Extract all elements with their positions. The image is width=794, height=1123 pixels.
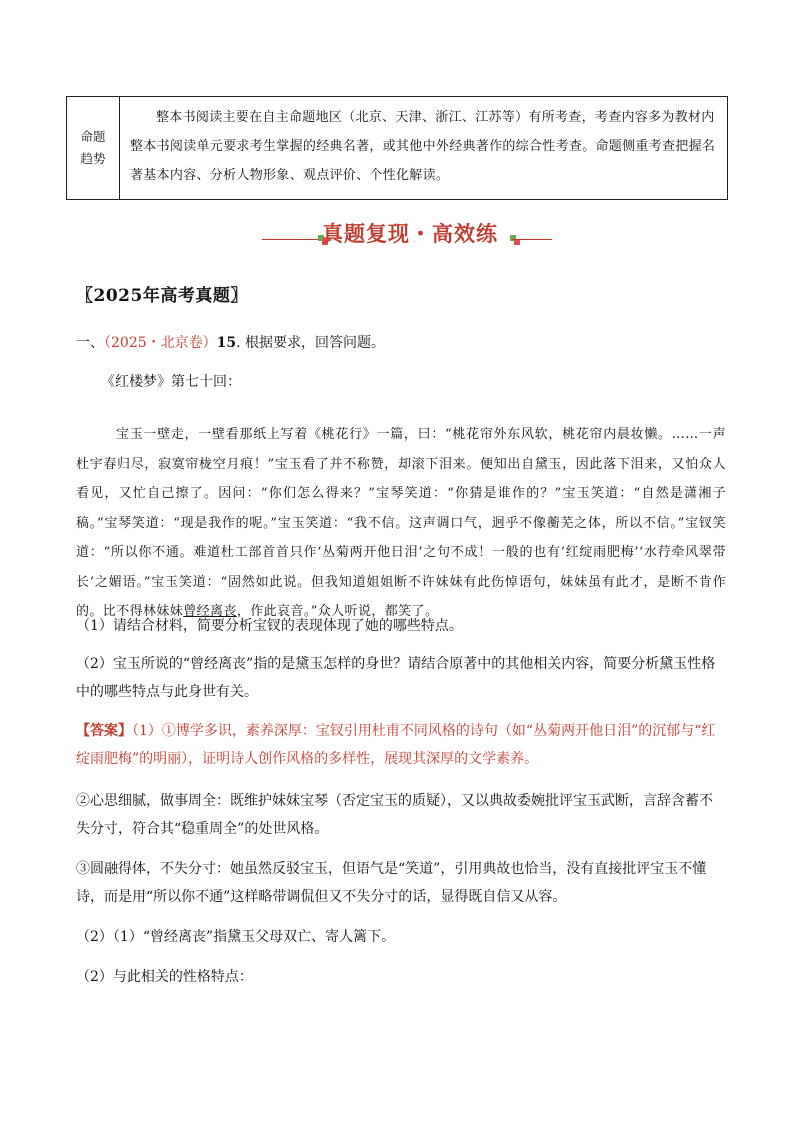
sub-question-2: （2）宝玉所说的“曾经离丧”指的是黛玉怎样的身世？请结合原著中的其他相关内容，简要分析黛玉性格中的哪些特点与此身世有关。 <box>76 656 716 700</box>
answer-2-part-1: （2）（1）“曾经离丧”指黛玉父母双亡、寄人篱下。 <box>76 929 396 945</box>
question-line <box>76 329 726 357</box>
answer-1-point-1-text: ①博学多识，素养深厚：宝钗引用杜甫不同风格的诗句（如“丛菊两开他日泪”的沉郁与“红绽雨肥梅”的明丽），证明诗人创作风格的多样性，展现其深厚的文学素养。 <box>76 723 716 767</box>
section-heading: 〖2025年高考真题〗 <box>76 286 248 306</box>
passage-end: ，作此哀音。”众人听说，都笑了。 <box>236 604 439 619</box>
question-instruction: . 根据要求，回答问题。 <box>236 335 386 351</box>
answer-label: 【答案】 <box>76 723 132 739</box>
question-prefix: 一、 <box>76 335 104 351</box>
answer-1-point-3: ③圆融得体，不失分寸：她虽然反驳宝玉，但语气是“笑道”，引用典故也恰当，没有直接批评宝玉不懂诗，而是用“所以你不通”这样略带调侃但又不失分寸的话，显得既自信又从容。 <box>76 861 707 905</box>
answer-1-prefix: （1） <box>132 723 162 739</box>
trend-label-line2: 趋势 <box>80 151 106 166</box>
trend-label-line1: 命题 <box>80 129 106 144</box>
passage <box>76 420 726 627</box>
book-title: 《红楼梦》第七十回： <box>101 374 241 390</box>
question-source: （2025・北京卷） <box>104 335 217 351</box>
trend-table <box>66 96 728 200</box>
banner-title: 真题复现・高效练 <box>322 222 498 246</box>
answer-1-point-2: ②心思细腻，做事周全：既维护妹妹宝琴（否定宝玉的质疑），又以典故委婉批评宝玉武断，言辞含蓄不失分寸，符合其“稳重周全”的处世风格。 <box>76 793 713 837</box>
banner-right-line <box>512 239 552 240</box>
trend-label <box>67 97 120 199</box>
sub-question-1: （1）请结合材料，简要分析宝钗的表现体现了她的哪些特点。 <box>76 618 463 634</box>
passage-underlined: 曾经离丧 <box>183 604 237 619</box>
answer-1-point-1 <box>76 717 726 773</box>
answer-2-part-2: （2）与此相关的性格特点： <box>76 969 253 985</box>
trend-text: 整本书阅读主要在自主命题地区（北京、天津、浙江、江苏等）有所考查，考查内容多为教材内整本书阅读单元要求考生掌握的经典名著，或其他中外经典著作的综合性考查。命题侧重考查把握名著基本内容、分析人物形象、观点评价、个性化解读。 <box>130 110 716 183</box>
section-banner <box>262 212 552 252</box>
question-number: 15 <box>216 335 237 351</box>
passage-text: 宝玉一壁走，一壁看那纸上写着《桃花行》一篇，曰：“桃花帘外东风软，桃花帘内晨妆懒。……一声杜宇春归尽，寂寞帘栊空月痕！”宝玉看了并不称赞，却滚下泪来。便知出自黛玉，因此落下泪来，又怕众人看见，又忙自己擦了。因问：“你们怎么得来？”宝琴笑道：“你猜是谁作的？”宝玉笑道：“自然是潇湘子稿。”宝琴笑道：“现是我作的呢。”宝玉笑道：“我不信。这声调口气，迥乎不像蘅芜之体，所以不信。”宝钗笑道：“所以你不通。难道杜工部首首只作‘丛菊两开他日泪’之句不成！一般的也有‘红绽雨肥梅’‘水荇牵风翠带长’之媚语。”宝玉笑道：“固然如此说。但我知道姐姐断不许妹妹有此伤悼语句，妹妹虽有此才，是断不肯作的。比不得林妹妹 <box>76 427 726 619</box>
